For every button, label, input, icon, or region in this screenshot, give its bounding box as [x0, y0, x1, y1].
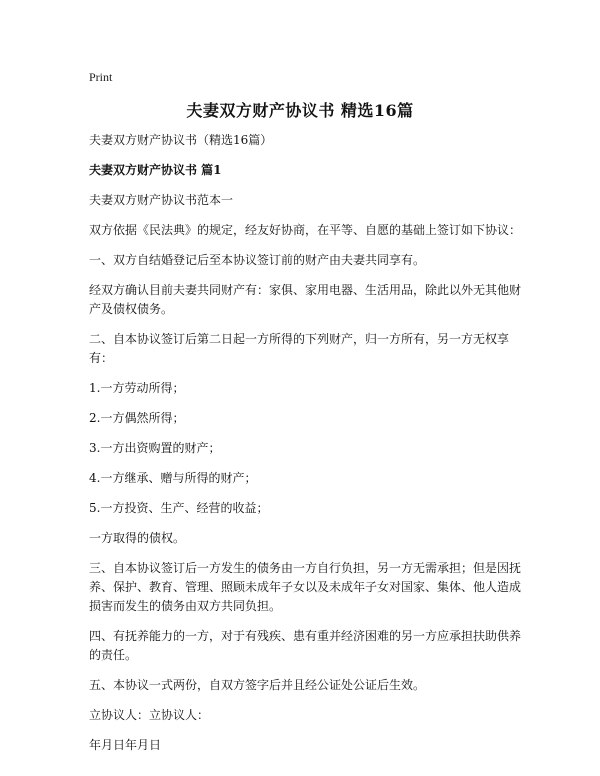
list-item-inherited-property: 4.一方继承、赠与所得的财产； [89, 471, 257, 485]
signature-line: 立协议人：立协议人： [89, 708, 210, 722]
section-heading: 夫妻双方财产协议书 篇1 [89, 163, 222, 177]
paragraph-clause-4: 四、有抚养能力的一方，对于有残疾、患有重并经济困难的另一方应承担扶助供养的责任。 [89, 629, 522, 662]
paragraph-clause-2: 二、自本协议签订后第二日起一方所得的下列财产，归一方所有，另一方无权享有： [89, 332, 510, 365]
list-item-labor-income: 1.一方劳动所得； [89, 381, 185, 395]
print-link[interactable]: Print [89, 70, 113, 84]
list-item-purchased-property: 3.一方出资购置的财产； [89, 441, 221, 455]
paragraph-clause-3: 三、自本协议签订后一方发生的债务由一方自行负担，另一方无需承担；但是因抚养、保护、教育、管理、照顾未成年子女以及未成年子女对国家、集体、他人造成损害而发生的债务由双方共同负担。 [89, 561, 522, 613]
document-title: 夫妻双方财产协议书 精选16篇 [186, 101, 414, 120]
date-line: 年月日年月日 [89, 738, 162, 752]
paragraph-clause-1: 一、双方自结婚登记后至本协议签订前的财产由夫妻共同享有。 [89, 253, 426, 267]
list-item-investment-income: 5.一方投资、生产、经营的收益； [89, 501, 269, 515]
list-item-incidental-income: 2.一方偶然所得； [89, 411, 185, 425]
paragraph-joint-property: 经双方确认目前夫妻共同财产有：家俱、家用电器、生活用品，除此以外无其他财产及债权债务。 [89, 283, 522, 316]
paragraph-intro: 双方依据《民法典》的规定，经友好协商，在平等、自愿的基础上签订如下协议： [89, 223, 522, 237]
paragraph-creditor-rights: 一方取得的债权。 [89, 531, 186, 545]
paragraph-clause-5: 五、本协议一式两份，自双方签字后并且经公证处公证后生效。 [89, 678, 426, 692]
document-body [89, 131, 521, 755]
paragraph-template-name: 夫妻双方财产协议书范本一 [89, 193, 234, 207]
document-subtitle: 夫妻双方财产协议书（精选16篇） [89, 133, 273, 147]
